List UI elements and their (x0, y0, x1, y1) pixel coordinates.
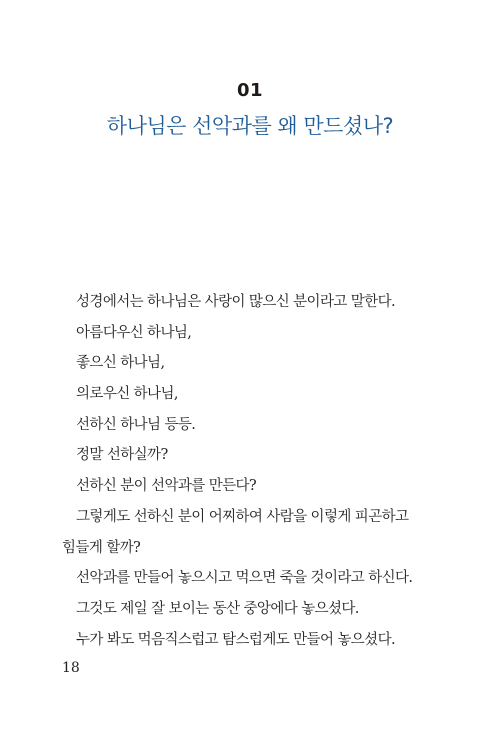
body-line: 그렇게도 선하신 분이 어찌하여 사람을 이렇게 피곤하고 (76, 508, 409, 525)
body-line: 아름다우신 하나님, (76, 324, 192, 341)
body-line: 힘들게 할까? (62, 539, 141, 556)
body-line: 누가 봐도 먹음직스럽고 탐스럽게도 만들어 놓으셨다. (76, 631, 396, 648)
body-line: 정말 선하실까? (76, 447, 168, 464)
body-line: 선악과를 만들어 놓으시고 먹으면 죽을 것이라고 하신다. (76, 570, 413, 587)
chapter-title: 하나님은 선악과를 왜 만드셨나? (106, 114, 394, 138)
body-line: 의로우신 하나님, (76, 386, 178, 403)
chapter-number: 01 (236, 80, 264, 101)
page-number: 18 (62, 660, 80, 676)
body-line: 선하신 분이 선악과를 만든다? (76, 478, 257, 495)
body-line: 그것도 제일 잘 보이는 동산 중앙에다 놓으셨다. (76, 600, 359, 617)
body-line: 좋으신 하나님, (76, 355, 165, 372)
body-line: 성경에서는 하나님은 사랑이 많으신 분이라고 말한다. (76, 294, 396, 310)
body-text (62, 287, 442, 655)
body-line: 선하신 하나님 등등. (76, 416, 196, 433)
